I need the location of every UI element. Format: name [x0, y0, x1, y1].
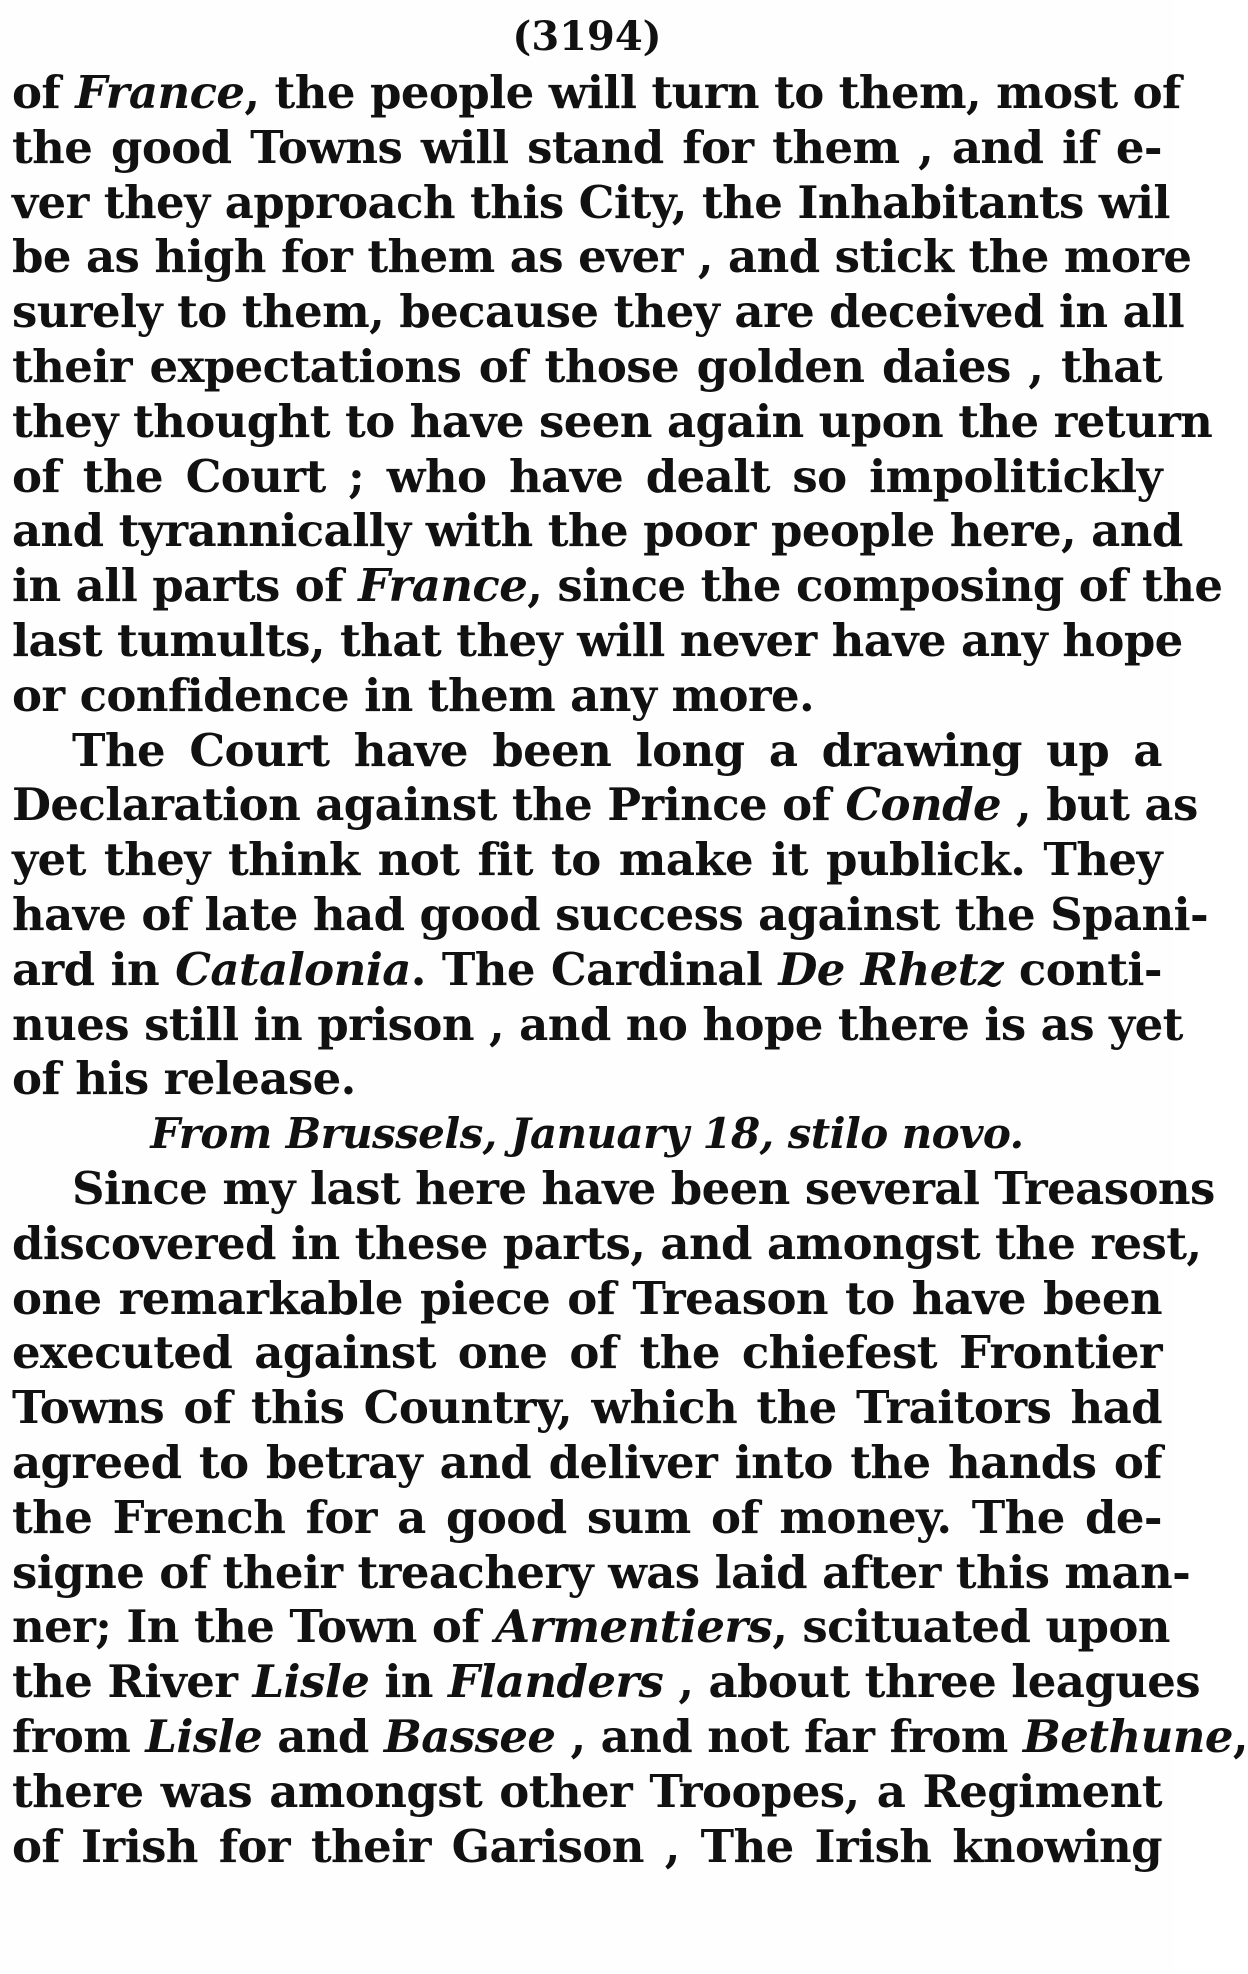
text-line — [12, 340, 1162, 395]
text-segment: The Court have been long a drawing up a — [72, 723, 1162, 777]
italic-text: Lisle — [145, 1709, 263, 1763]
text-column — [12, 66, 1248, 1874]
text-segment: , about three leagues — [663, 1655, 1201, 1709]
text-segment: and — [262, 1709, 384, 1763]
text-line — [12, 997, 1183, 1053]
text-line — [12, 1765, 1162, 1820]
text-segment: From Brussels, January 18, stilo novo. — [150, 1109, 1024, 1159]
text-segment: of his release. — [12, 1052, 356, 1106]
text-segment: their expectations of those golden daies , that — [12, 339, 1162, 393]
text-line — [12, 1600, 1170, 1655]
text-segment: surely to them, because they are deceived in all — [12, 285, 1185, 339]
text-segment: ard in — [12, 942, 176, 996]
text-segment: Declaration against the Prince of — [12, 778, 846, 832]
text-line — [12, 450, 1162, 505]
text-line — [12, 394, 1213, 450]
text-line — [12, 175, 1170, 231]
text-segment: signe of their treachery was laid after this man- — [12, 1545, 1191, 1599]
dateline — [12, 1107, 1162, 1162]
text-segment: , since the composing of the — [527, 559, 1223, 613]
italic-text: Flanders — [448, 1655, 664, 1709]
italic-text: Conde — [845, 778, 1001, 832]
italic-text: Lisle — [252, 1655, 370, 1709]
text-line — [12, 285, 1185, 340]
text-line — [12, 778, 1198, 833]
text-line — [12, 504, 1183, 559]
text-line — [12, 1709, 1248, 1765]
text-segment: of the Court ; who have dealt so impolitickly — [12, 449, 1162, 503]
text-line — [12, 613, 1183, 669]
text-line — [12, 230, 1192, 285]
text-segment: in all parts of — [12, 559, 359, 613]
text-line — [12, 669, 1162, 724]
italic-text: Catalonia — [175, 942, 411, 996]
italic-text: France — [358, 559, 528, 613]
text-segment: , scituated upon — [772, 1600, 1170, 1654]
text-segment: agreed to betray and deliver into the hands of — [12, 1435, 1162, 1489]
italic-text: De Rhetz — [778, 942, 1003, 996]
page-number: (3194) — [512, 13, 662, 60]
text-line — [12, 1161, 1215, 1217]
text-line — [12, 1655, 1201, 1710]
text-segment: nues still in prison , and no hope there is as yet — [12, 997, 1183, 1051]
text-line — [12, 1272, 1162, 1327]
text-segment: discovered in these parts, and amongst the rest, — [12, 1216, 1202, 1270]
text-segment: in — [369, 1655, 448, 1709]
text-segment: . The Cardinal — [410, 942, 779, 996]
text-segment: ver they approach this City, the Inhabitants wil — [12, 175, 1170, 229]
text-segment: , but as — [1000, 778, 1198, 832]
text-line — [12, 943, 1162, 998]
text-segment: Towns of this Country, which the Traitors had — [12, 1381, 1162, 1435]
text-line — [12, 1381, 1162, 1436]
text-segment: , and not far from — [555, 1709, 1023, 1763]
text-segment: Since my last here have been several Treasons — [72, 1161, 1215, 1215]
italic-text: Bethune — [1022, 1709, 1233, 1763]
text-segment: the good Towns will stand for them , and if e- — [12, 120, 1162, 174]
text-segment: of Irish for their Garison , The Irish knowing — [12, 1819, 1162, 1873]
text-line — [12, 1052, 1162, 1107]
text-line — [12, 1545, 1191, 1601]
text-segment: ner; In the Town of — [12, 1600, 496, 1654]
italic-text: Bassee — [383, 1709, 556, 1763]
text-segment: from — [12, 1709, 146, 1763]
text-segment: , the people will turn to them, most of — [244, 66, 1181, 119]
italic-text: Armentiers — [495, 1600, 773, 1654]
text-segment: have of late had good success against the Spani- — [12, 887, 1209, 941]
text-line — [12, 559, 1223, 614]
text-line — [12, 1216, 1202, 1272]
italic-text: France — [75, 66, 245, 119]
text-segment: of — [12, 66, 76, 119]
text-line — [12, 66, 1181, 121]
text-line — [12, 1326, 1162, 1381]
text-segment: they thought to have seen again upon the return — [12, 394, 1213, 448]
text-segment: and tyrannically with the poor people here, and — [12, 504, 1183, 558]
text-segment: the River — [12, 1655, 253, 1709]
text-line — [12, 833, 1162, 888]
text-segment: one remarkable piece of Treason to have been — [12, 1271, 1162, 1325]
text-line — [12, 1820, 1162, 1875]
text-line — [12, 1491, 1162, 1546]
text-segment: be as high for them as ever , and stick the more — [12, 230, 1192, 284]
text-segment: conti- — [1002, 942, 1163, 996]
text-line — [12, 1436, 1162, 1491]
text-segment: or confidence in them any more. — [12, 668, 815, 722]
text-line — [12, 121, 1162, 176]
text-line — [12, 724, 1162, 779]
text-line — [12, 887, 1209, 943]
text-segment: yet they think not fit to make it publick. They — [12, 833, 1162, 887]
text-segment: the French for a good sum of money. The de- — [12, 1490, 1162, 1544]
text-segment: last tumults, that they will never have any hope — [12, 613, 1183, 667]
text-segment: there was amongst other Troopes, a Regiment — [12, 1764, 1162, 1818]
text-segment: , — [1232, 1709, 1248, 1763]
text-segment: executed against one of the chiefest Frontier — [12, 1326, 1162, 1380]
